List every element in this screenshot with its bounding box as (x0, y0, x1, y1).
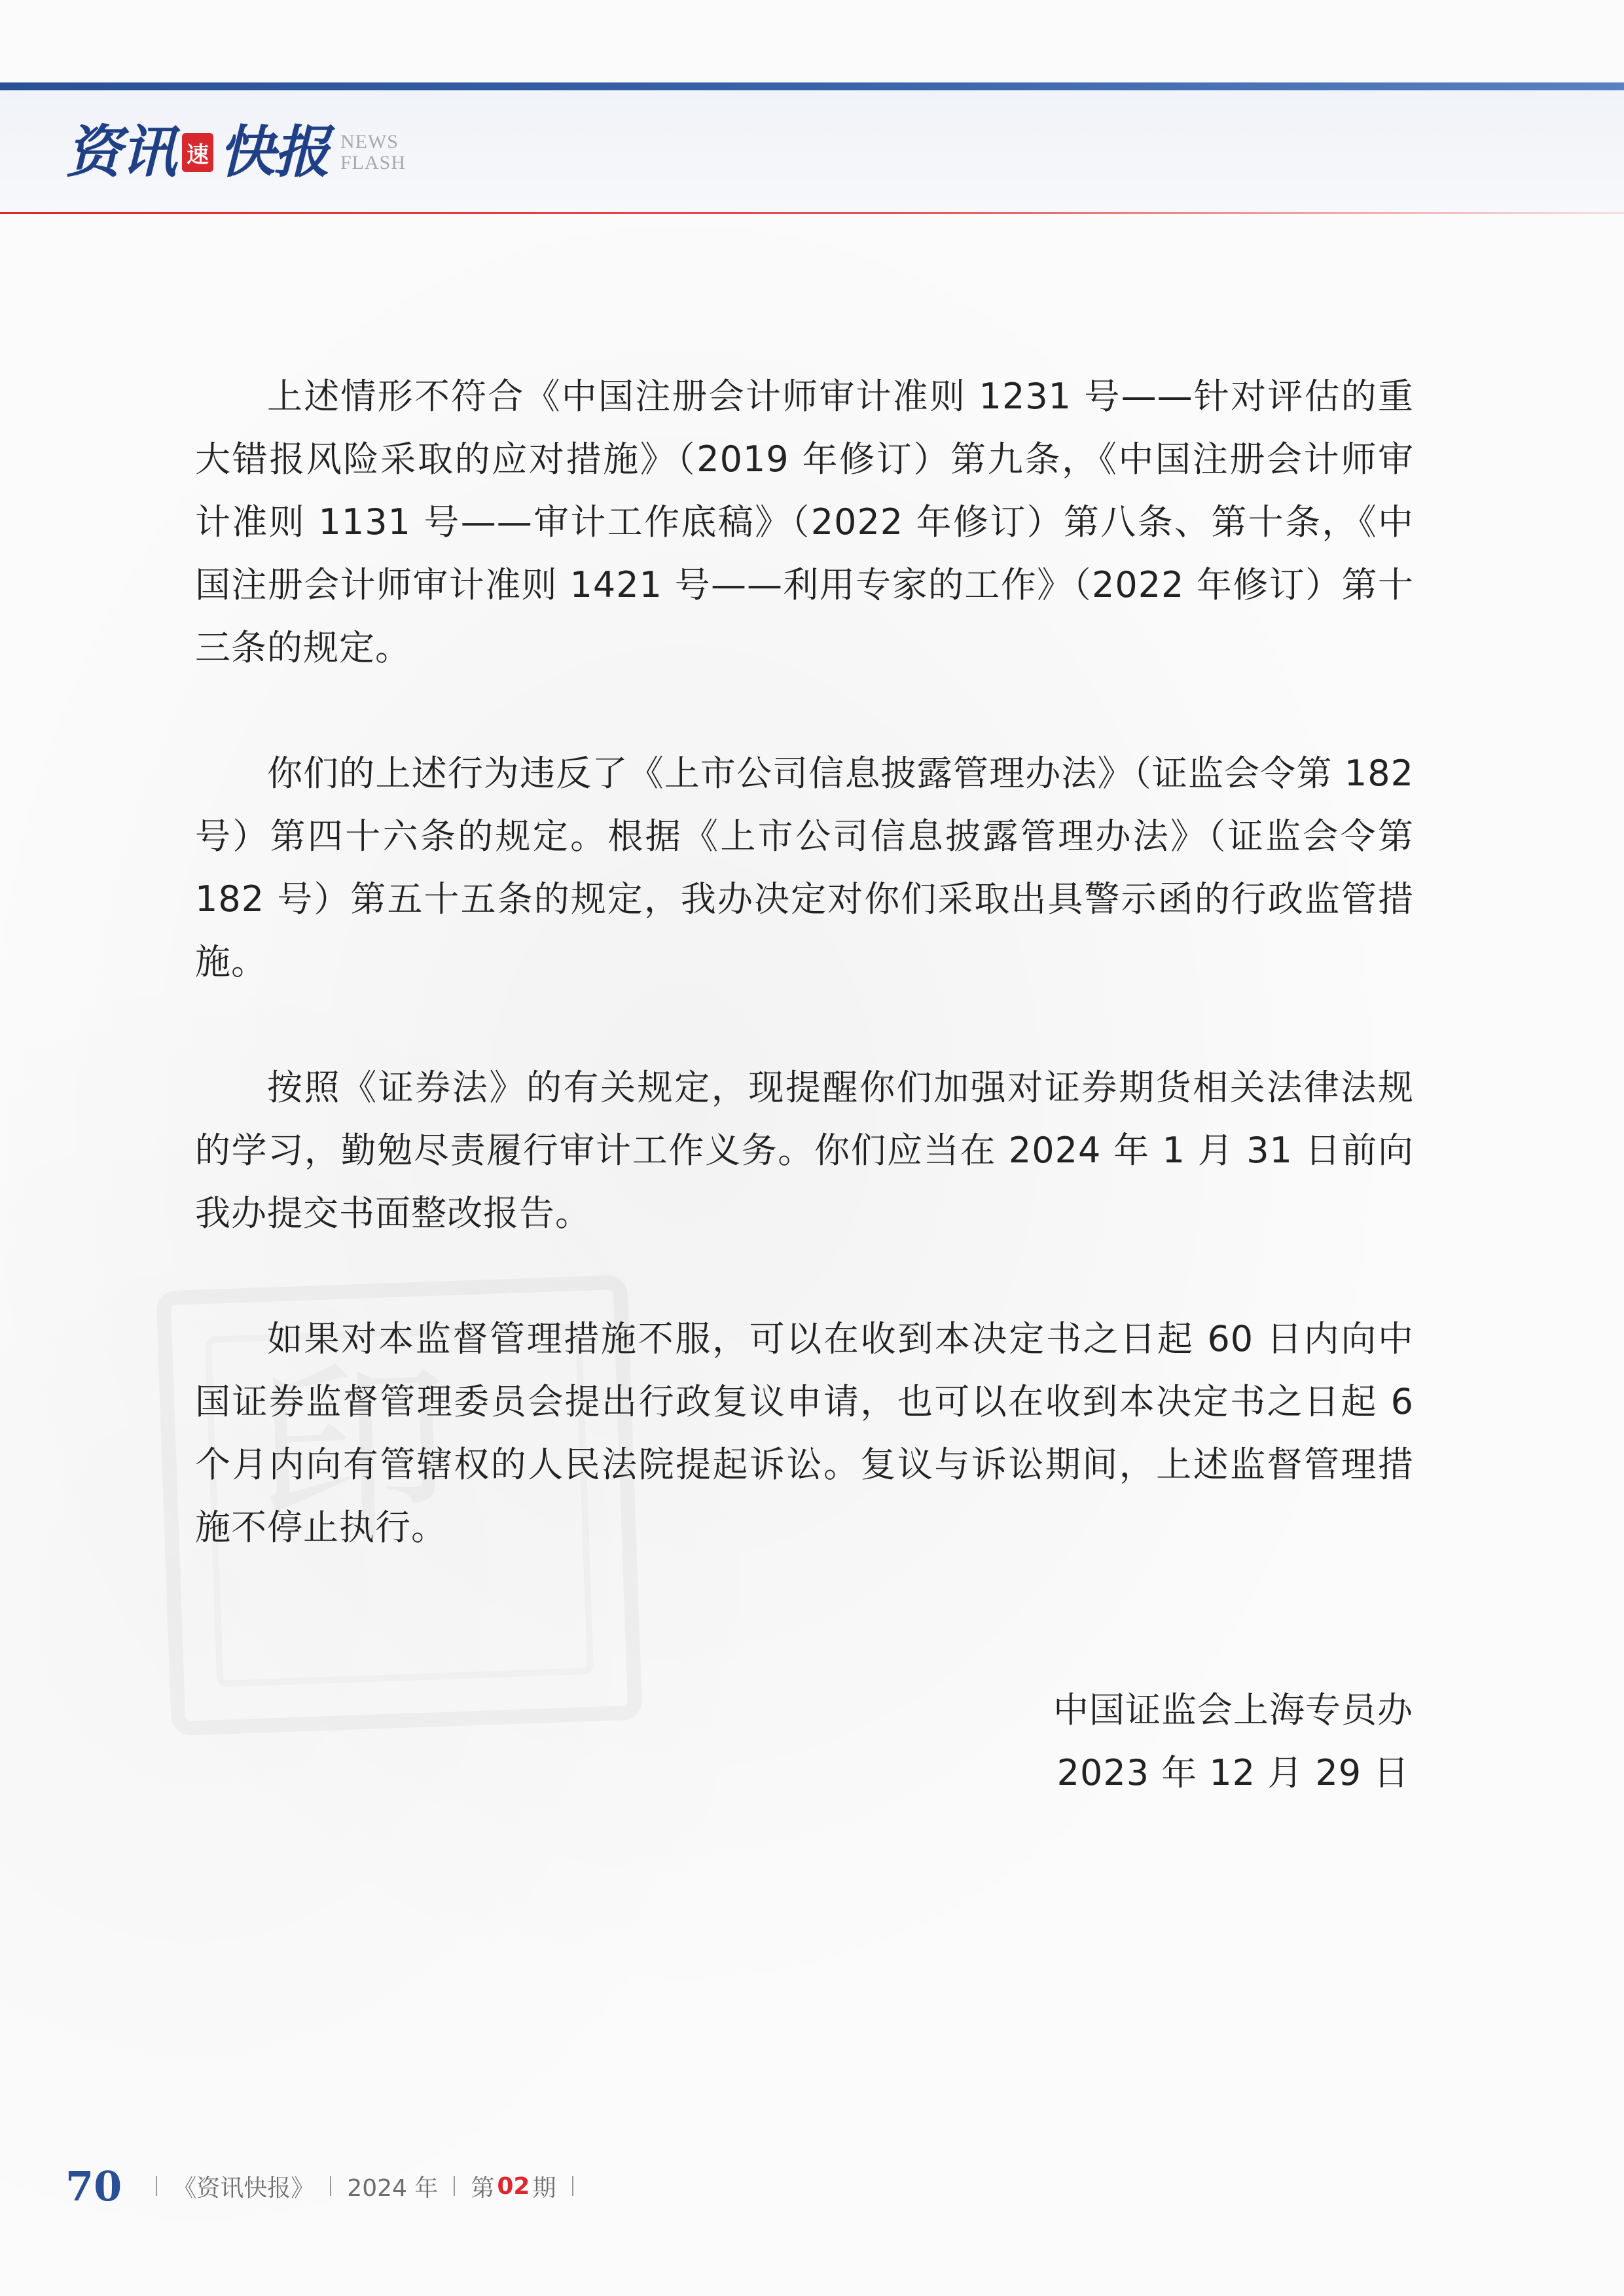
footer-issue-number: 02 (497, 2172, 530, 2200)
footer-divider (572, 2176, 573, 2196)
paragraph-1: 上述情形不符合《中国注册会计师审计准则 1231 号——针对评估的重大错报风险采取的应对措施》（2019 年修订）第九条，《中国注册会计师审计准则 1131 号——审计工作底稿》（2022 年修订）第八条、第十条，《中国注册会计师审计准则 1421 号——利用专家的工作》（2022 年修订）第十三条的规定。 (195, 376, 1414, 668)
page-number: 70 (65, 2162, 122, 2210)
signature-date: 2023 年 12 月 29 日 (1056, 1752, 1410, 1793)
document-body (195, 365, 1414, 1622)
footer-publication: 《资讯快报》 (173, 2174, 315, 2202)
page-footer (65, 2160, 589, 2212)
footer-issue-prefix: 第 (471, 2174, 495, 2202)
logo-english (340, 132, 406, 173)
publication-logo (65, 117, 406, 188)
header-rule (0, 212, 1624, 214)
footer-divider (330, 2176, 331, 2196)
logo-text-part2: 快报 (219, 119, 329, 185)
logo-english-line2: FLASH (340, 152, 406, 173)
paragraph-3: 按照《证券法》的有关规定，现提醒你们加强对证券期货相关法律法规的学习，勤勉尽责履行审计工作义务。你们应当在 2024 年 1 月 31 日前向我办提交书面整改报告。 (195, 1067, 1414, 1234)
logo-english-line1: NEWS (340, 131, 399, 152)
signature-block (1053, 1679, 1413, 1804)
logo-text-part1: 资讯 (65, 119, 175, 185)
footer-divider (156, 2176, 157, 2196)
header-top-bar (0, 82, 1624, 90)
footer-year: 2024 年 (347, 2174, 439, 2202)
paragraph-2: 你们的上述行为违反了《上市公司信息披露管理办法》（证监会令第 182 号）第四十六条的规定。根据《上市公司信息披露管理办法》（证监会令第 182 号）第五十五条的规定，我办决定对你们采取出具警示函的行政监管措施。 (195, 753, 1414, 982)
footer-divider (454, 2176, 455, 2196)
footer-issue-suffix: 期 (532, 2174, 556, 2202)
logo-seal-icon: 速 (182, 133, 213, 172)
paragraph-4: 如果对本监督管理措施不服，可以在收到本决定书之日起 60 日内向中国证券监督管理委员会提出行政复议申请，也可以在收到本决定书之日起 6 个月内向有管辖权的人民法院提起诉讼。复议与诉讼期间，上述监督管理措施不停止执行。 (195, 1318, 1414, 1548)
signature-issuer: 中国证监会上海专员办 (1053, 1689, 1413, 1731)
